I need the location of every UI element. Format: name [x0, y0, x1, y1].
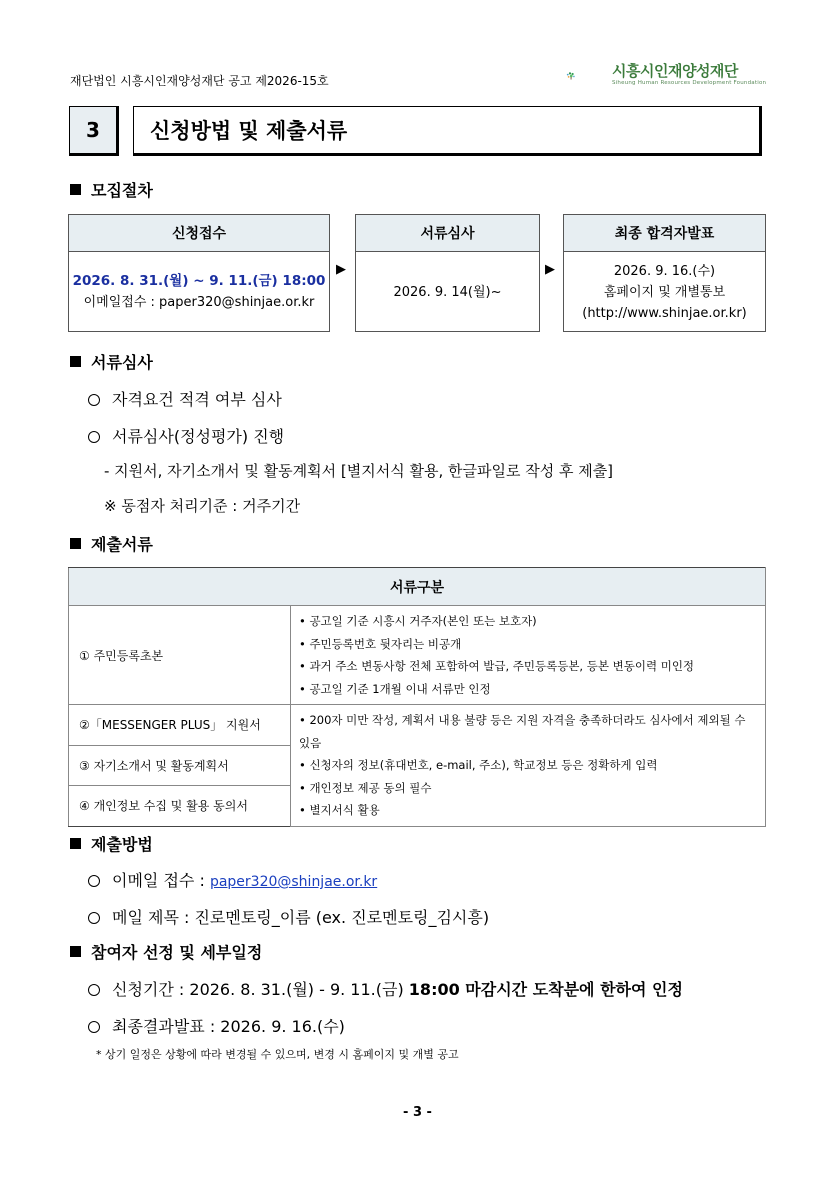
step-date: 2026. 9. 16.(수): [613, 263, 716, 279]
requirement: • 별지서식 활용: [299, 799, 757, 822]
circle-bullet-icon: [88, 912, 100, 924]
heading-schedule: 참여자 선정 및 세부일정: [70, 940, 262, 963]
logo-subtitle: Siheung Human Resources Development Foundation: [612, 80, 767, 86]
circle-bullet-icon: [88, 394, 100, 406]
step-detail: 홈페이지 및 개별통보: [603, 284, 726, 300]
section-title: 신청방법 및 제출서류: [133, 106, 762, 156]
heading-review: 서류심사: [70, 350, 153, 373]
requirement: • 개인정보 제공 동의 필수: [299, 777, 757, 800]
email-link[interactable]: paper320@shinjae.or.kr: [209, 874, 378, 890]
schedule-period: 신청기간 : 2026. 8. 31.(월) - 9. 11.(금) 18:00 마감시간 도착분에 한하여 인정: [88, 977, 683, 1000]
section-number: 3: [69, 106, 119, 156]
requirement: • 신청자의 정보(휴대번호, e-mail, 주소), 학교정보 등은 정확하게 입력: [299, 754, 757, 777]
requirement: • 과거 주소 변동사항 전체 포함하여 발급, 주민등록등본, 등본 변동이력 미인정: [299, 655, 757, 678]
circle-bullet-icon: [88, 431, 100, 443]
arrow-icon: ▶: [336, 262, 346, 277]
submission-subject: 메일 제목 : 진로멘토링_이름 (ex. 진로멘토링_김시흥): [88, 905, 489, 928]
step-title: 최종 합격자발표: [564, 215, 765, 252]
requirement: • 공고일 기준 시흥시 거주자(본인 또는 보호자): [299, 610, 757, 633]
requirement: • 공고일 기준 1개월 이내 서류만 인정: [299, 678, 757, 701]
step-date: 2026. 9. 14(월)~: [393, 284, 502, 300]
circle-bullet-icon: [88, 875, 100, 887]
page-number: - 3 -: [403, 1105, 432, 1120]
doc-name: ②「MESSENGER PLUS」 지원서: [69, 705, 291, 746]
review-sub: - 지원서, 자기소개서 및 활동계획서 [별지서식 활용, 한글파일로 작성 후 제출]: [104, 462, 614, 480]
step-final: [563, 214, 766, 332]
heading-documents: 제출서류: [70, 532, 153, 555]
logo-text: 시흥시인재양성재단: [612, 62, 738, 80]
notice-number: 재단법인 시흥시인재양성재단 공고 제2026-15호: [70, 74, 329, 88]
schedule-note: * 상기 일정은 상황에 따라 변경될 수 있으며, 변경 시 홈페이지 및 개별 공고: [96, 1048, 459, 1061]
heading-submission: 제출방법: [70, 832, 153, 855]
submission-email: 이메일 접수 : paper320@shinjae.or.kr: [88, 868, 377, 891]
requirement: • 주민등록번호 뒷자리는 비공개: [299, 633, 757, 656]
step-detail: 이메일접수 : paper320@shinjae.or.kr: [83, 295, 315, 310]
step-title: 신청접수: [69, 215, 329, 252]
step-date: 2026. 8. 31.(월) ~ 9. 11.(금) 18:00: [72, 273, 326, 289]
doc-requirements: [291, 705, 766, 827]
table-row: [69, 705, 766, 746]
step-title: 서류심사: [356, 215, 539, 252]
heading-procedure: 모집절차: [70, 178, 153, 201]
requirement: • 200자 미만 작성, 계획서 내용 불량 등은 지원 자격을 충족하더라도 심사에서 제외될 수 있음: [299, 709, 757, 754]
documents-table: [68, 567, 766, 827]
step-review: [355, 214, 540, 332]
doc-name: ① 주민등록초본: [69, 606, 291, 705]
review-item: 자격요건 적격 여부 심사: [88, 387, 282, 410]
review-note: ※ 동점자 처리기준 : 거주기간: [104, 497, 301, 515]
circle-bullet-icon: [88, 1021, 100, 1033]
doc-requirements: [291, 606, 766, 705]
doc-name: ④ 개인정보 수집 및 활용 동의서: [69, 786, 291, 827]
step-url: (http://www.shinjae.or.kr): [582, 305, 747, 321]
doc-name: ③ 자기소개서 및 활동계획서: [69, 745, 291, 786]
schedule-result: 최종결과발표 : 2026. 9. 16.(수): [88, 1014, 345, 1037]
circle-bullet-icon: [88, 984, 100, 996]
table-header: 서류구분: [69, 568, 766, 606]
step-application: [68, 214, 330, 332]
review-item: 서류심사(정성평가) 진행: [88, 424, 284, 447]
table-row: [69, 606, 766, 705]
foundation-logo-icon: [566, 58, 610, 94]
arrow-icon: ▶: [545, 262, 555, 277]
